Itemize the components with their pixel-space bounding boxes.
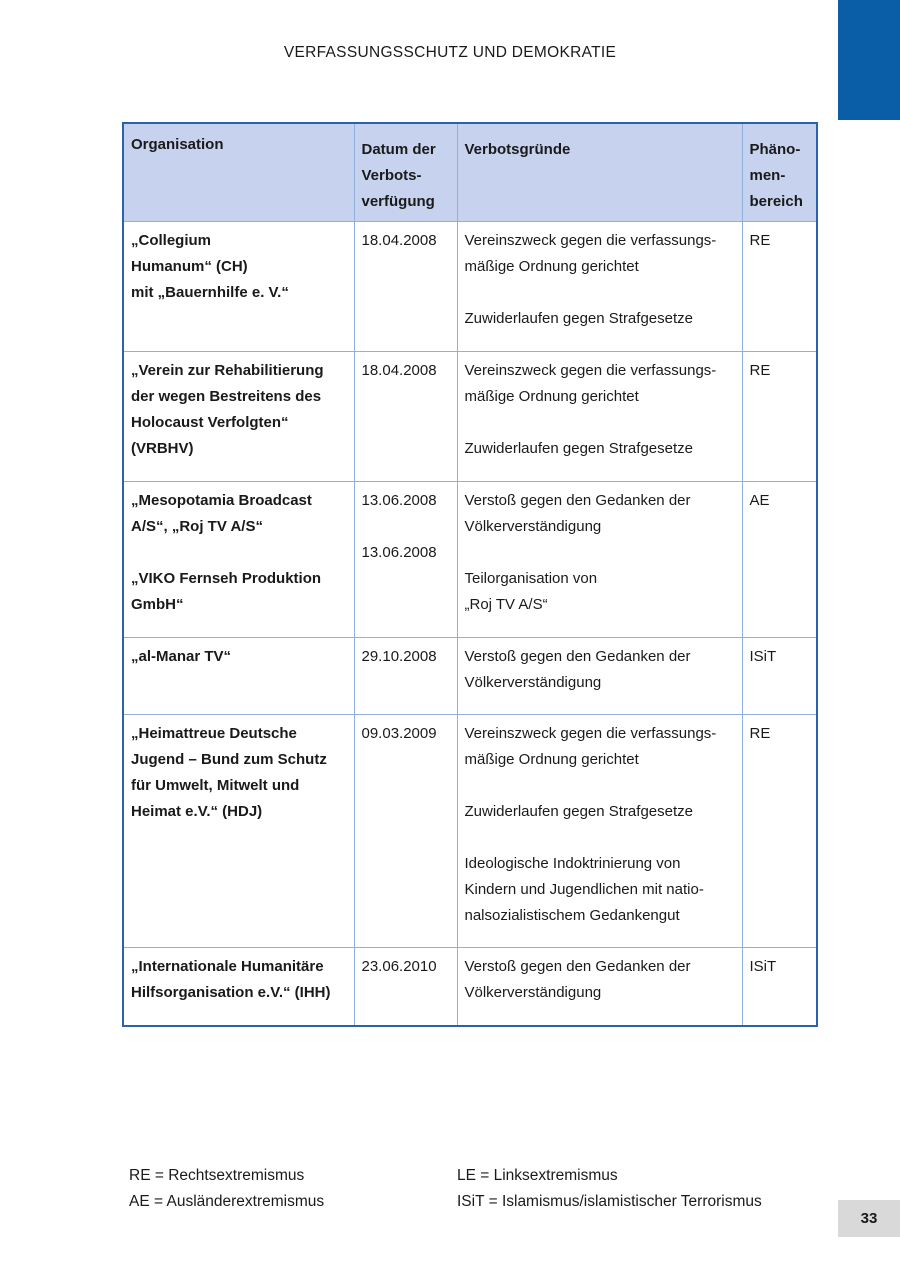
- table-row: [123, 482, 817, 638]
- cell-organisation-text: „Mesopotamia Broadcast A/S“, „Roj TV A/S“: [131, 492, 312, 535]
- cell-reasons-text: Vereinszweck gegen die verfassungs- mäßige Ordnung gerichtet: [464, 362, 717, 405]
- table-header-row: [123, 123, 817, 222]
- cell-reasons: [457, 482, 742, 638]
- cell-reasons-text: Zuwiderlaufen gegen Strafgesetze: [464, 310, 693, 327]
- page-number: 33: [838, 1200, 900, 1237]
- ban-table: [122, 122, 818, 1027]
- cell-organisation: [123, 352, 354, 482]
- cell-area: ISiT: [742, 948, 817, 1026]
- table-row: [123, 948, 817, 1026]
- cell-area: RE: [742, 715, 817, 948]
- cell-reasons: [457, 715, 742, 948]
- cell-reasons-text: Zuwiderlaufen gegen Strafgesetze: [464, 803, 693, 820]
- cell-date-text: 23.06.2010: [361, 958, 437, 975]
- cell-date-text: 18.04.2008: [361, 232, 437, 249]
- table-row: [123, 222, 817, 352]
- header-reasons: Verbotsgründe: [457, 123, 742, 222]
- cell-date: [354, 948, 457, 1026]
- running-head: VERFASSUNGSSCHUTZ UND DEMOKRATIE: [283, 44, 617, 61]
- cell-date-text: 18.04.2008: [361, 362, 437, 379]
- cell-reasons-text: Zuwiderlaufen gegen Strafgesetze: [464, 440, 693, 457]
- cell-reasons-text: Vereinszweck gegen die verfassungs- mäßige Ordnung gerichtet: [464, 725, 717, 768]
- cell-area: ISiT: [742, 638, 817, 715]
- cell-organisation-text: „Verein zur Rehabilitierung der wegen Bestreitens des Holocaust Verfolgten“ (VRBHV): [131, 362, 324, 457]
- cell-reasons-text: Verstoß gegen den Gedanken der Völkerverständigung: [464, 958, 691, 1001]
- cell-organisation-text: „Heimattreue Deutsche Jugend – Bund zum Schutz für Umwelt, Mitwelt und Heimat e.V.“ (HDJ): [131, 725, 327, 820]
- legend-left: [129, 1163, 457, 1215]
- cell-area: RE: [742, 222, 817, 352]
- cell-organisation: [123, 222, 354, 352]
- legend-item: ISiT = Islamismus/islamistischer Terrorismus: [457, 1192, 762, 1210]
- table-row: [123, 638, 817, 715]
- cell-area: RE: [742, 352, 817, 482]
- cell-date-text: 29.10.2008: [361, 648, 437, 665]
- cell-date: [354, 638, 457, 715]
- legend: [122, 1163, 816, 1215]
- cell-date-text: 09.03.2009: [361, 725, 437, 742]
- legend-right: [457, 1163, 762, 1215]
- cell-reasons: [457, 948, 742, 1026]
- cell-area: AE: [742, 482, 817, 638]
- header-date: Datum der Verbots- verfügung: [354, 123, 457, 222]
- cell-organisation: [123, 638, 354, 715]
- cell-organisation-text: „VIKO Fernseh Produktion GmbH“: [131, 570, 322, 613]
- cell-organisation-text: „Internationale Humanitäre Hilfsorganisation e.V.“ (IHH): [131, 958, 331, 1001]
- cell-reasons-text: Vereinszweck gegen die verfassungs- mäßige Ordnung gerichtet: [464, 232, 717, 275]
- header-organisation: Organisation: [123, 123, 354, 222]
- cell-date: [354, 482, 457, 638]
- cell-organisation: [123, 482, 354, 638]
- legend-item: AE = Ausländerextremismus: [129, 1192, 325, 1210]
- legend-item: RE = Rechtsextremismus: [129, 1166, 305, 1184]
- cell-reasons: [457, 638, 742, 715]
- table-row: [123, 715, 817, 948]
- cell-date: [354, 352, 457, 482]
- cell-reasons-text: Verstoß gegen den Gedanken der Völkerverständigung: [464, 648, 691, 691]
- legend-item: LE = Linksextremismus: [457, 1166, 618, 1184]
- cell-reasons: [457, 222, 742, 352]
- cell-reasons-text: Verstoß gegen den Gedanken der Völkerverständigung: [464, 492, 691, 535]
- header-area: Phäno- men- bereich: [742, 123, 817, 222]
- cell-organisation-text: „Collegium Humanum“ (CH) mit „Bauernhilfe e. V.“: [131, 232, 289, 301]
- cell-reasons-text: Ideologische Indoktrinierung von Kindern und Jugendlichen mit natio- nalsozialistischem Gedankengut: [464, 855, 704, 924]
- cell-date-text: 13.06.2008: [361, 492, 437, 509]
- cell-reasons-text: Teilorganisation von „Roj TV A/S“: [464, 570, 598, 613]
- cell-date: [354, 222, 457, 352]
- cell-organisation: [123, 715, 354, 948]
- content-flow: [122, 122, 816, 1215]
- cell-reasons: [457, 352, 742, 482]
- cell-date: [354, 715, 457, 948]
- cell-organisation: [123, 948, 354, 1026]
- cell-date-text: 13.06.2008: [361, 544, 437, 561]
- cell-organisation-text: „al-Manar TV“: [131, 648, 232, 665]
- table-row: [123, 352, 817, 482]
